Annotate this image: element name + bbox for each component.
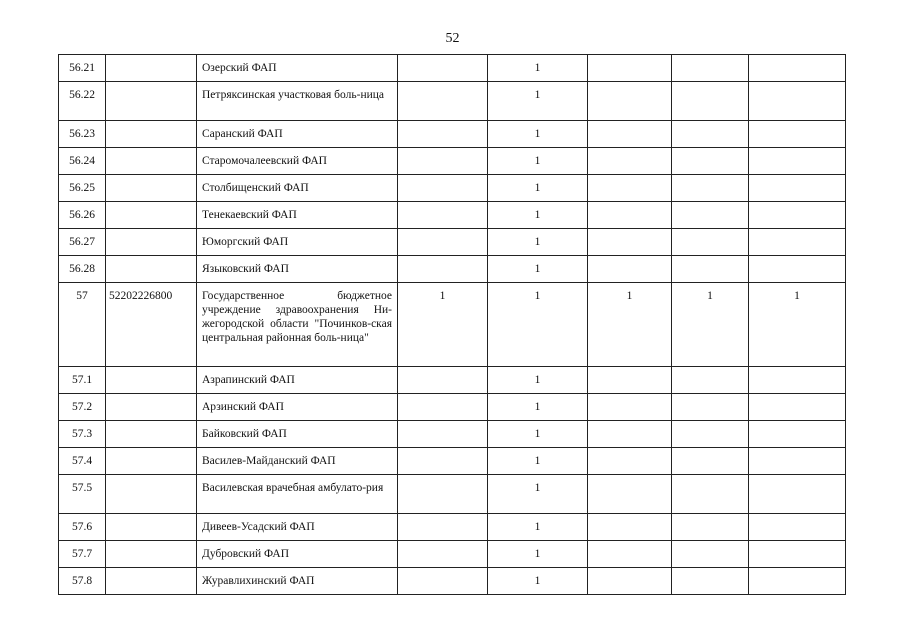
row-code [106, 175, 197, 202]
table-row [59, 448, 846, 475]
row-value-4 [672, 148, 749, 175]
row-value-2: 1 [488, 448, 588, 475]
row-name: Азрапинский ФАП [197, 367, 398, 394]
row-value-3: 1 [588, 283, 672, 367]
row-value-4 [672, 421, 749, 448]
row-number: 56.24 [59, 148, 106, 175]
row-number: 57.5 [59, 475, 106, 514]
row-code [106, 121, 197, 148]
table-row [59, 421, 846, 448]
row-value-4 [672, 202, 749, 229]
row-value-1 [398, 367, 488, 394]
row-value-3 [588, 475, 672, 514]
table-row [59, 121, 846, 148]
table-row [59, 148, 846, 175]
row-value-1 [398, 475, 488, 514]
table-row [59, 475, 846, 514]
row-number: 56.22 [59, 82, 106, 121]
row-name: Василевская врачебная амбулато-рия [197, 475, 398, 514]
row-value-2: 1 [488, 229, 588, 256]
row-value-3 [588, 448, 672, 475]
row-value-2: 1 [488, 283, 588, 367]
row-number: 57.4 [59, 448, 106, 475]
row-value-3 [588, 82, 672, 121]
row-name: Петряксинская участковая боль-ница [197, 82, 398, 121]
row-value-3 [588, 514, 672, 541]
row-value-3 [588, 175, 672, 202]
row-value-4 [672, 448, 749, 475]
row-value-3 [588, 55, 672, 82]
row-code [106, 394, 197, 421]
table-row [59, 367, 846, 394]
row-value-3 [588, 367, 672, 394]
row-value-5 [749, 367, 846, 394]
row-number: 57.6 [59, 514, 106, 541]
row-code [106, 148, 197, 175]
row-code [106, 514, 197, 541]
row-value-1 [398, 421, 488, 448]
row-code [106, 421, 197, 448]
row-name: Василев-Майданский ФАП [197, 448, 398, 475]
row-code [106, 541, 197, 568]
row-code [106, 448, 197, 475]
page-number: 52 [445, 31, 460, 46]
row-code [106, 568, 197, 595]
row-value-3 [588, 541, 672, 568]
row-value-4 [672, 514, 749, 541]
row-value-4 [672, 367, 749, 394]
row-value-4 [672, 229, 749, 256]
row-code: 52202226800 [106, 283, 197, 367]
table-row [59, 283, 846, 367]
row-value-5 [749, 229, 846, 256]
row-name: Юморгский ФАП [197, 229, 398, 256]
row-code [106, 82, 197, 121]
row-value-3 [588, 121, 672, 148]
table-row [59, 256, 846, 283]
row-value-1 [398, 568, 488, 595]
row-name: Журавлихинский ФАП [197, 568, 398, 595]
row-value-1 [398, 55, 488, 82]
row-value-5 [749, 202, 846, 229]
registry-table [58, 54, 846, 595]
table-row [59, 541, 846, 568]
row-number: 56.25 [59, 175, 106, 202]
row-value-1 [398, 121, 488, 148]
row-value-5 [749, 148, 846, 175]
row-value-1 [398, 541, 488, 568]
row-name: Дивеев-Усадский ФАП [197, 514, 398, 541]
row-value-4: 1 [672, 283, 749, 367]
row-number: 56.26 [59, 202, 106, 229]
row-name: Саранский ФАП [197, 121, 398, 148]
row-value-5 [749, 514, 846, 541]
row-value-2: 1 [488, 256, 588, 283]
row-name: Озерский ФАП [197, 55, 398, 82]
table-row [59, 175, 846, 202]
row-code [106, 256, 197, 283]
row-value-3 [588, 421, 672, 448]
table-row [59, 55, 846, 82]
row-value-4 [672, 82, 749, 121]
table-body [59, 55, 846, 595]
row-code [106, 475, 197, 514]
row-value-4 [672, 475, 749, 514]
row-number: 56.23 [59, 121, 106, 148]
row-value-5 [749, 448, 846, 475]
row-value-2: 1 [488, 541, 588, 568]
row-value-4 [672, 568, 749, 595]
row-value-4 [672, 175, 749, 202]
row-value-2: 1 [488, 82, 588, 121]
table-row [59, 568, 846, 595]
row-value-1 [398, 394, 488, 421]
row-value-2: 1 [488, 568, 588, 595]
row-value-1 [398, 514, 488, 541]
row-name: Байковский ФАП [197, 421, 398, 448]
row-name: Государственное бюджетное учреждение здравоохранения Ни-жегородской области "Починков-ская центральная районная боль-ница" [197, 283, 398, 367]
row-value-3 [588, 394, 672, 421]
row-number: 56.21 [59, 55, 106, 82]
row-name: Старомочалеевский ФАП [197, 148, 398, 175]
row-value-5 [749, 55, 846, 82]
row-value-5 [749, 475, 846, 514]
table-row [59, 394, 846, 421]
row-value-2: 1 [488, 148, 588, 175]
row-name: Языковский ФАП [197, 256, 398, 283]
row-value-4 [672, 541, 749, 568]
row-code [106, 229, 197, 256]
table-row [59, 514, 846, 541]
row-value-3 [588, 202, 672, 229]
table-row [59, 202, 846, 229]
row-value-2: 1 [488, 394, 588, 421]
row-value-5 [749, 82, 846, 121]
row-value-4 [672, 256, 749, 283]
row-value-4 [672, 394, 749, 421]
row-number: 56.27 [59, 229, 106, 256]
row-value-1: 1 [398, 283, 488, 367]
row-value-3 [588, 256, 672, 283]
row-name: Дубровский ФАП [197, 541, 398, 568]
row-value-5 [749, 175, 846, 202]
row-value-1 [398, 148, 488, 175]
table-row [59, 229, 846, 256]
row-value-2: 1 [488, 175, 588, 202]
row-name: Тенекаевский ФАП [197, 202, 398, 229]
row-value-2: 1 [488, 475, 588, 514]
row-value-2: 1 [488, 421, 588, 448]
row-number: 57.8 [59, 568, 106, 595]
row-value-4 [672, 121, 749, 148]
row-value-1 [398, 448, 488, 475]
row-value-2: 1 [488, 121, 588, 148]
row-value-2: 1 [488, 202, 588, 229]
row-value-2: 1 [488, 514, 588, 541]
row-number: 57.7 [59, 541, 106, 568]
row-value-5 [749, 421, 846, 448]
row-value-5 [749, 121, 846, 148]
row-value-2: 1 [488, 367, 588, 394]
row-value-5 [749, 256, 846, 283]
row-value-3 [588, 568, 672, 595]
row-value-5 [749, 394, 846, 421]
row-code [106, 202, 197, 229]
row-number: 56.28 [59, 256, 106, 283]
row-value-5 [749, 541, 846, 568]
row-value-5 [749, 568, 846, 595]
row-value-1 [398, 202, 488, 229]
row-number: 57.3 [59, 421, 106, 448]
row-value-3 [588, 229, 672, 256]
row-value-5: 1 [749, 283, 846, 367]
table-row [59, 82, 846, 121]
row-value-1 [398, 229, 488, 256]
row-value-1 [398, 82, 488, 121]
row-value-1 [398, 256, 488, 283]
row-number: 57.1 [59, 367, 106, 394]
row-code [106, 367, 197, 394]
row-value-1 [398, 175, 488, 202]
row-code [106, 55, 197, 82]
row-value-2: 1 [488, 55, 588, 82]
row-number: 57.2 [59, 394, 106, 421]
row-number: 57 [59, 283, 106, 367]
row-name: Столбищенский ФАП [197, 175, 398, 202]
row-value-4 [672, 55, 749, 82]
row-value-3 [588, 148, 672, 175]
row-name: Арзинский ФАП [197, 394, 398, 421]
